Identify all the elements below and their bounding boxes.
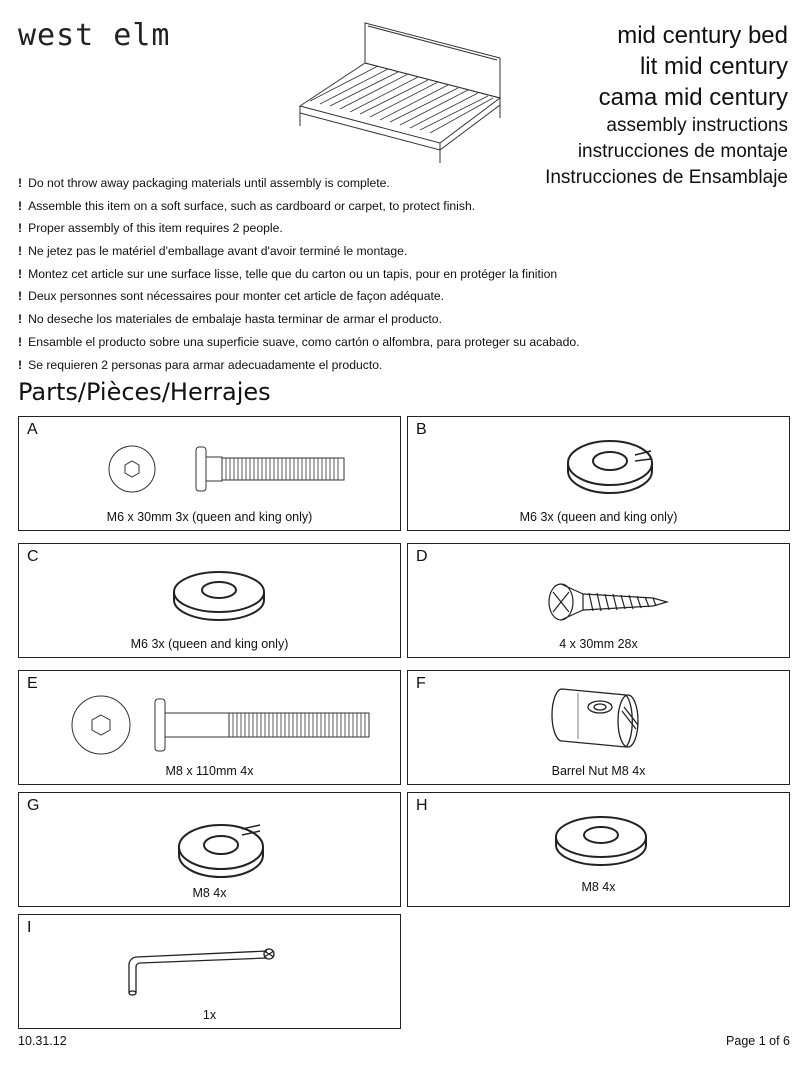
note [18, 195, 580, 218]
note-text: Do not throw away packaging materials until assembly is complete. [28, 176, 390, 190]
part-letter: F [416, 675, 426, 692]
part-letter: D [416, 548, 428, 565]
brand-logo: west elm [18, 18, 171, 53]
part-g-box [18, 792, 401, 907]
flat-washer-icon [169, 566, 269, 624]
note-text: Proper assembly of this item requires 2 people. [28, 221, 283, 236]
part-c-box [18, 543, 401, 658]
bullet: ! [18, 221, 23, 236]
footer-page-number: Page 1 of 6 [726, 1034, 790, 1048]
note [18, 354, 580, 377]
subtitle-spanish: instrucciones de montaje [577, 141, 788, 162]
note [18, 172, 580, 195]
part-letter: B [416, 421, 427, 438]
footer-date: 10.31.12 [18, 1034, 67, 1048]
part-a-box [18, 416, 401, 531]
note [18, 217, 580, 240]
note-text: Assemble this item on a soft surface, such as cardboard or carpet, to protect finish. [28, 198, 476, 213]
part-caption: M6 x 30mm 3x (queen and king only) [106, 510, 313, 524]
part-letter: A [27, 421, 38, 438]
subtitle-english: assembly instructions [606, 115, 788, 136]
note-text: Ne jetez pas le matériel d'emballage avant d'avoir terminé le montage. [28, 244, 408, 259]
part-letter: H [416, 797, 428, 814]
note-text: No deseche los materiales de embalaje hasta terminar de armar el producto. [28, 312, 442, 327]
allen-key-icon [119, 943, 279, 1003]
part-caption: M8 x 110mm 4x [165, 764, 254, 778]
note-text: Ensamble el producto sobre una superficie suave, como cartón o alfombra, para proteger su acabado. [28, 334, 580, 349]
title-spanish: cama mid century [598, 84, 788, 111]
wood-screw-icon [543, 580, 673, 624]
part-h-box [407, 792, 790, 907]
split-lock-washer-icon [563, 433, 658, 495]
warning-notes [18, 172, 580, 376]
part-letter: I [27, 919, 32, 936]
bed-illustration-icon [290, 18, 530, 168]
part-caption: M6 3x (queen and king only) [130, 637, 289, 651]
bolt-m8-icon [69, 691, 379, 759]
part-f-box [407, 670, 790, 785]
split-lock-washer-icon [174, 817, 269, 879]
part-letter: E [27, 675, 38, 692]
bullet: ! [18, 357, 23, 372]
note [18, 331, 580, 354]
bullet: ! [18, 198, 23, 213]
part-caption: 4 x 30mm 28x [559, 637, 638, 651]
note-text: Deux personnes sont nécessaires pour monter cet article de façon adéquate. [28, 289, 445, 304]
part-caption: M8 4x [192, 886, 227, 900]
part-letter: C [27, 548, 39, 565]
part-e-box [18, 670, 401, 785]
bullet: ! [18, 176, 23, 190]
part-caption: M8 4x [581, 880, 616, 894]
part-caption: 1x [202, 1008, 217, 1022]
note [18, 240, 580, 263]
part-d-box [407, 543, 790, 658]
note [18, 308, 580, 331]
bullet: ! [18, 244, 23, 259]
title-english: mid century bed [617, 22, 788, 49]
part-caption: M6 3x (queen and king only) [519, 510, 678, 524]
barrel-nut-icon [548, 681, 648, 751]
flat-washer-icon [551, 811, 651, 869]
bullet: ! [18, 334, 23, 349]
bullet: ! [18, 266, 23, 281]
part-i-box [18, 914, 401, 1029]
parts-heading: Parts/Pièces/Herrajes [18, 378, 271, 406]
bolt-m6-icon [104, 439, 354, 499]
note-text: Montez cet article sur une surface lisse, telle que du carton ou un tapis, pour en protéger la finition [28, 266, 558, 281]
part-b-box [407, 416, 790, 531]
subtitle-spanish-2: Instrucciones de Ensamblaje [545, 167, 788, 188]
title-french: lit mid century [639, 53, 788, 80]
note-text: Se requieren 2 personas para armar adecuadamente el producto. [28, 357, 383, 372]
part-caption: Barrel Nut M8 4x [551, 764, 646, 778]
bullet: ! [18, 289, 23, 304]
bullet: ! [18, 312, 23, 327]
part-letter: G [27, 797, 40, 814]
note [18, 285, 580, 308]
note [18, 263, 580, 286]
